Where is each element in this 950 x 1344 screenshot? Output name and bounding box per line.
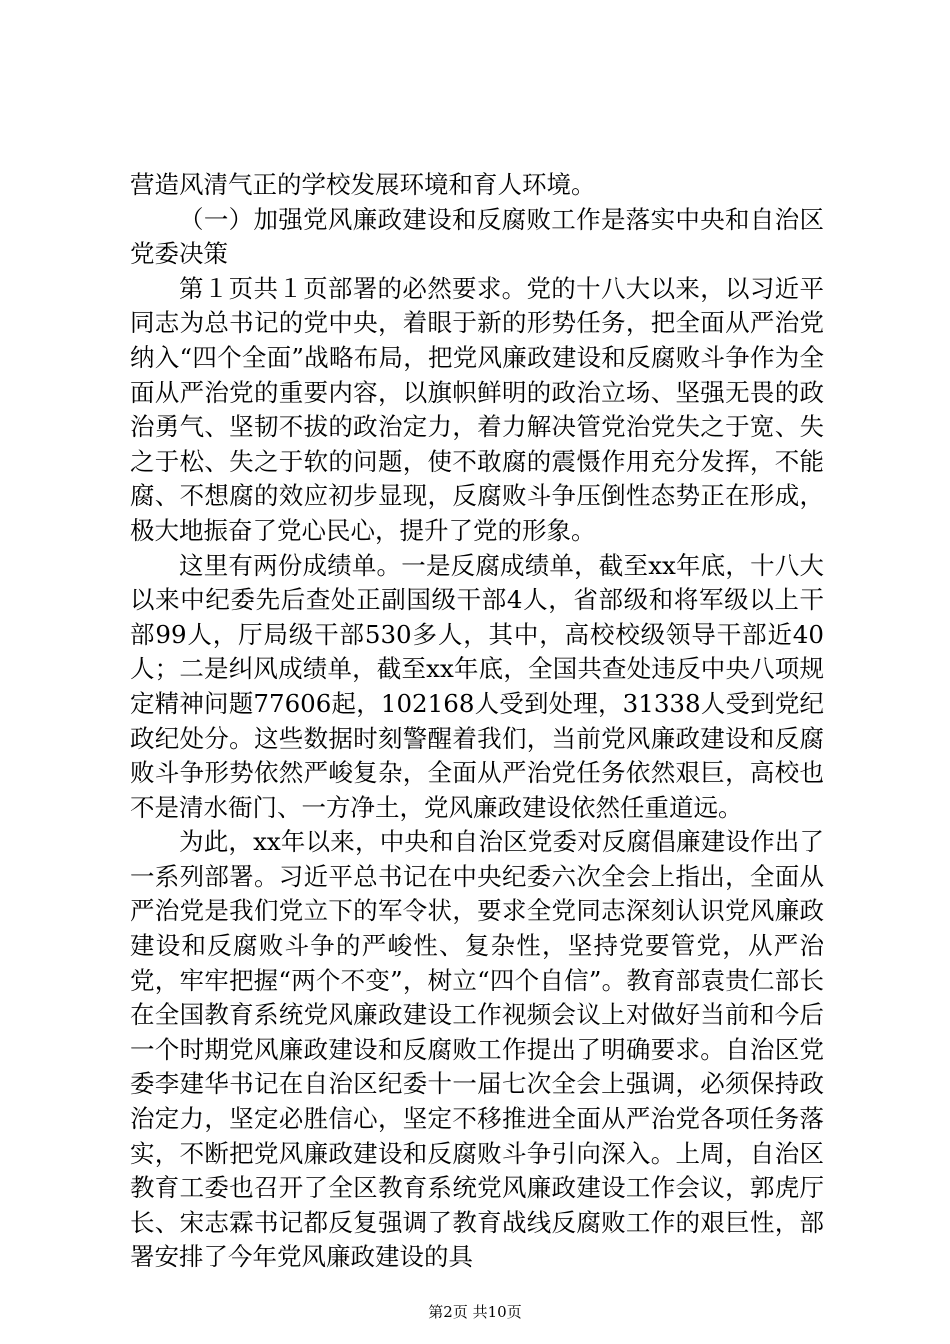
document-body (130, 168, 824, 1275)
page-footer: 第2页 共10页 (428, 1303, 522, 1321)
paragraph-4: 这里有两份成绩单。一是反腐成绩单，截至xx年底，十八大以来中纪委先后查处正副国级干部4人，省部级和将军级以上干部99人，厅局级干部530多人，其中，高校校级领导干部近40人；二是纠风成绩单，截至xx年底，全国共查处违反中央八项规定精神问题77606起，102168人受到处理，31338人受到党纪政纪处分。这些数据时刻警醒着我们，当前党风廉政建设和反腐败斗争形势依然严峻复杂，全面从严治党任务依然艰巨，高校也不是清水衙门、一方净土，党风廉政建设依然任重道远。 (130, 550, 824, 822)
paragraph-2: （一）加强党风廉政建设和反腐败工作是落实中央和自治区党委决策 (130, 204, 824, 269)
paragraph-5: 为此，xx年以来，中央和自治区党委对反腐倡廉建设作出了一系列部署。习近平总书记在中央纪委六次全会上指出，全面从严治党是我们党立下的军令状，要求全党同志深刻认识党风廉政建设和反腐败斗争的严峻性、复杂性，坚持党要管党，从严治党，牢牢把握“两个不变”，树立“四个自信”。教育部袁贵仁部长在全国教育系统党风廉政建设工作视频会议上对做好当前和今后一个时期党风廉政建设和反腐败工作提出了明确要求。自治区党委李建华书记在自治区纪委十一届七次全会上强调，必须保持政治定力，坚定必胜信心，坚定不移推进全面从严治党各项任务落实，不断把党风廉政建设和反腐败斗争引向深入。上周，自治区教育工委也召开了全区教育系统党风廉政建设工作会议，郭虎厅长、宋志霖书记都反复强调了教育战线反腐败工作的艰巨性，部署安排了今年党风廉政建设的具 (130, 827, 824, 1272)
paragraph-1: 营造风清气正的学校发展环境和育人环境。 (130, 170, 596, 199)
paragraph-3: 第１页共１页部署的必然要求。党的十八大以来，以习近平同志为总书记的党中央，着眼于新的形势任务，把全面从严治党纳入“四个全面”战略布局，把党风廉政建设和反腐败斗争作为全面从严治党的重要内容，以旗帜鲜明的政治立场、坚强无畏的政治勇气、坚韧不拔的政治定力，着力解决管党治党失之于宽、失之于松、失之于软的问题，使不敢腐的震慑作用充分发挥，不能腐、不想腐的效应初步显现，反腐败斗争压倒性态势正在形成，极大地振奋了党心民心，提升了党的形象。 (130, 273, 824, 545)
